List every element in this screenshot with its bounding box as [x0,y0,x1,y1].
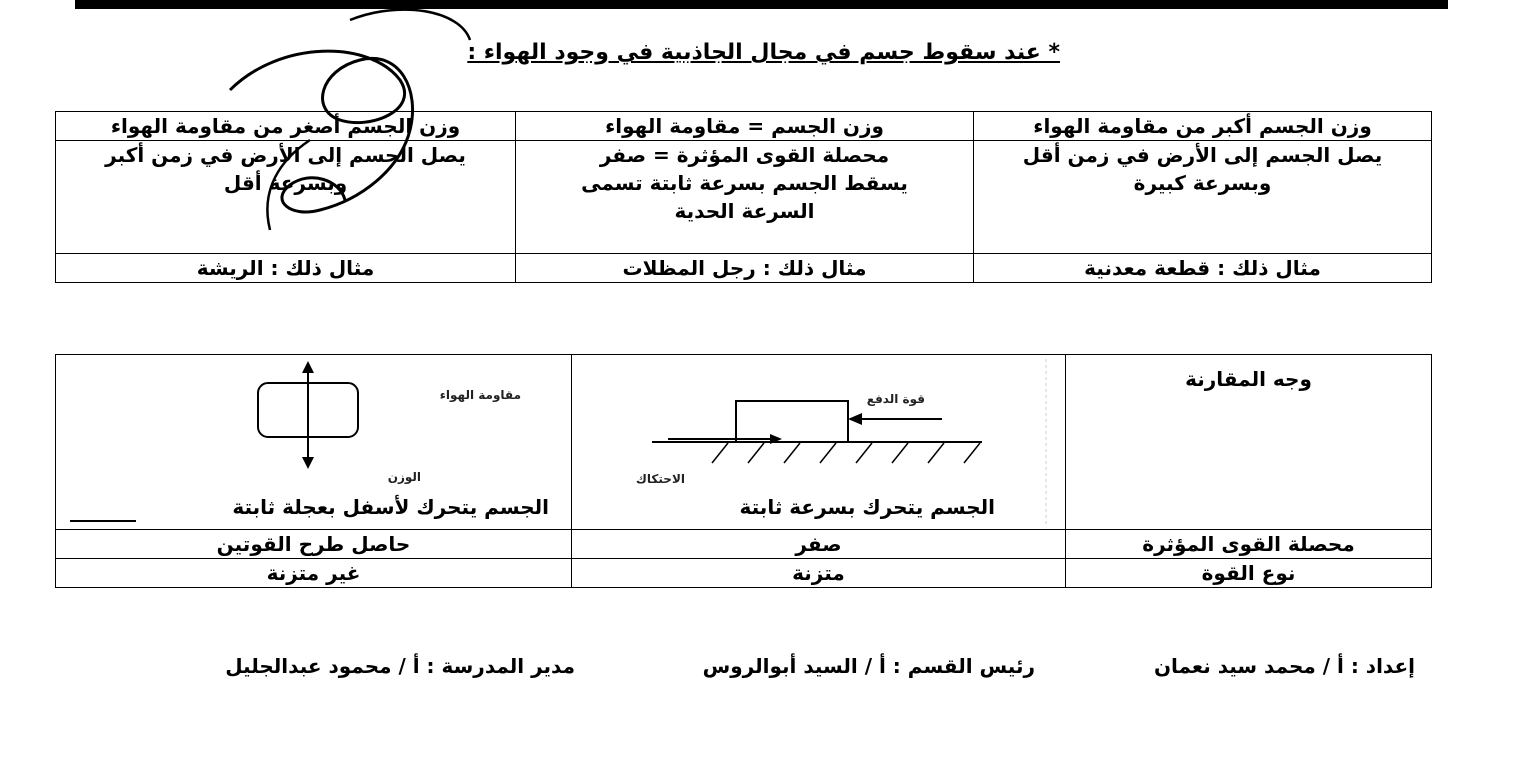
figure-constant-speed [572,355,1066,530]
table-cell: متزنة [572,559,1066,588]
table-cell: غير متزنة [56,559,572,588]
desc-line: وبسرعة كبيرة [1133,171,1272,195]
col-title: وزن الجسم أصغر من مقاومة الهواء [56,112,516,141]
table-row [56,254,1432,283]
col-desc [516,141,974,254]
desc-line: السرعة الحدية [674,199,815,223]
block-shape [736,401,848,442]
col-example: مثال ذلك : الريشة [56,254,516,283]
footer-principal: مدير المدرسة : أ / محمود عبدالجليل [225,654,575,678]
air-resistance-label: مقاومة الهواء [439,388,521,402]
footer-prepared-by: إعداد : أ / محمد سيد نعمان [1153,654,1415,678]
row-label: محصلة القوى المؤثرة [1066,530,1432,559]
col-desc [974,141,1432,254]
table-cell: حاصل طرح القوتين [56,530,572,559]
table-row [56,112,1432,141]
comparison-table-falling [55,111,1432,283]
comparison-table-forces [55,354,1432,588]
push-arrowhead [848,413,862,425]
col-title: وزن الجسم أكبر من مقاومة الهواء [974,112,1432,141]
table-row [56,559,1432,588]
footer-department-head: رئيس القسم : أ / السيد أبوالروس [702,654,1035,678]
figure-caption: الجسم يتحرك بسرعة ثابتة [739,495,995,519]
desc-line: يصل الجسم إلى الأرض في زمن أقل [1022,143,1383,167]
table-cell: صفر [572,530,1066,559]
figure-caption: الجسم يتحرك لأسفل بعجلة ثابتة [232,495,549,519]
col-desc [56,141,516,254]
table-row [56,355,1432,530]
table-row [56,530,1432,559]
row-label: نوع القوة [1066,559,1432,588]
table-row [56,141,1432,254]
desc-line: وبسرعة أقل [223,171,348,195]
col-example: مثال ذلك : قطعة معدنية [974,254,1432,283]
desc-line: محصلة القوى المؤثرة = صفر [599,143,890,167]
desc-line: يسقط الجسم بسرعة ثابتة تسمى [581,171,908,195]
air-resistance-arrowhead [302,361,314,373]
push-force-label: قوة الدفع [866,392,925,406]
desc-line: يصل الجسم إلى الأرض في زمن أكبر [105,143,466,167]
col-title: وزن الجسم = مقاومة الهواء [516,112,974,141]
weight-label: الوزن [387,470,421,484]
friction-label: الاحتكاك [635,472,685,486]
top-border-bar [75,0,1448,9]
row-label: وجه المقارنة [1066,355,1432,530]
weight-arrowhead [302,457,314,469]
col-example: مثال ذلك : رجل المظلات [516,254,974,283]
figure-accelerating [56,355,572,530]
section-heading: * عند سقوط جسم في مجال الجاذبية في وجود الهواء : [467,40,1060,65]
ground-hatching [712,443,980,463]
